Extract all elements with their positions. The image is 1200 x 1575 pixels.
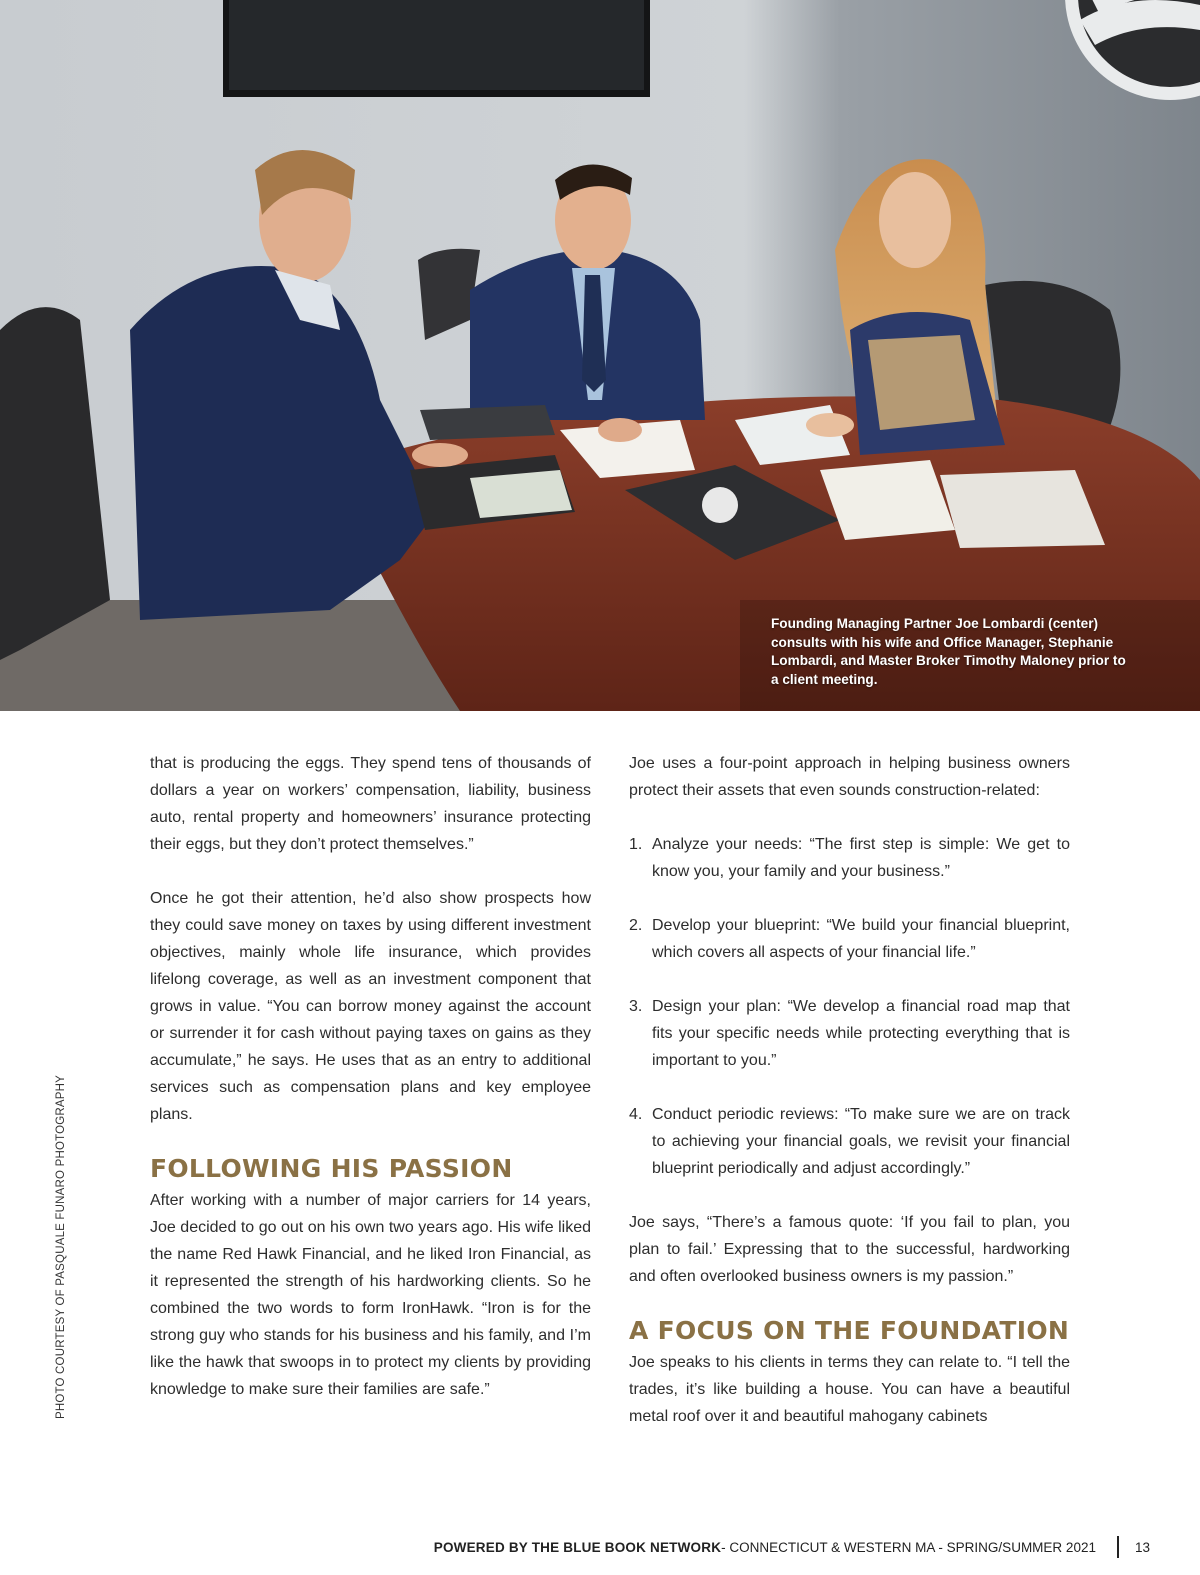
list-number: 2. [629, 917, 643, 934]
list-item [629, 1101, 1070, 1182]
hero-photo [0, 0, 1200, 711]
footer-edition: - CONNECTICUT & WESTERN MA - SPRING/SUMMER 2021 [721, 1539, 1096, 1555]
body-paragraph: Joe speaks to his clients in terms they can relate to. “I tell the trades, it’s like building a house. You can have a beautiful metal roof over it and beautiful mahogany cabinets [629, 1354, 1070, 1425]
right-column [629, 750, 1070, 1430]
body-paragraph: Once he got their attention, he’d also show prospects how they could save money on taxes by using different investment objectives, mainly whole life insurance, which provides lifelong coverage, as well as an investment component that grows in value. “You can borrow money against the account or surrender it for cash without paying taxes on gains as they accumulate,” he says. He uses that as an entry to additional services such as compensation plans and key employee plans. [150, 890, 591, 1123]
body-paragraph: After working with a number of major carriers for 14 years, Joe decided to go out on his own two years ago. His wife liked the name Red Hawk Financial, and he liked Iron Financial, as it represented the strength of his hardworking clients. So he combined the two words to form IronHawk. “Iron is for the strong guy who stands for his business and his family, and I’m like the hawk that swoops in to protect my clients by providing knowledge to make sure their families are safe.” [150, 1192, 591, 1398]
footer-divider [1117, 1536, 1119, 1558]
body-paragraph: Joe says, “There’s a famous quote: ‘If you fail to plan, you plan to fail.’ Expressing that to the successful, hardworking and often overlooked business owners is my passion.” [629, 1214, 1070, 1285]
body-paragraph: Joe uses a four-point approach in helping business owners protect their assets that even sounds construction-related: [629, 755, 1070, 799]
section-heading: FOLLOWING HIS PASSION [150, 1154, 513, 1183]
page-footer [434, 1537, 1150, 1557]
list-number: 3. [629, 998, 643, 1015]
footer-brand: POWERED BY THE BLUE BOOK NETWORK [433, 1539, 722, 1555]
list-number: 4. [629, 1106, 643, 1123]
list-text: Analyze your needs: “The first step is simple: We get to know you, your family and your business.” [652, 836, 1070, 880]
section-heading: A FOCUS ON THE FOUNDATION [629, 1316, 1070, 1345]
left-column [150, 750, 591, 1403]
photo-caption: Founding Managing Partner Joe Lombardi (center) consults with his wife and Office Manager, Stephanie Lombardi, and Master Broker Timothy Maloney prior to a client meeting. [771, 616, 1126, 687]
meeting-photo-illustration [0, 0, 1200, 711]
list-item [629, 831, 1070, 885]
page-number: 13 [1134, 1539, 1150, 1555]
list-text: Design your plan: “We develop a financial road map that fits your specific needs while protecting everything that is important to you.” [652, 998, 1070, 1069]
list-text: Develop your blueprint: “We build your financial blueprint, which covers all aspects of your financial life.” [652, 917, 1070, 961]
list-item [629, 993, 1070, 1074]
list-text: Conduct periodic reviews: “To make sure we are on track to achieving your financial goals, we revisit your financial blueprint periodically and adjust accordingly.” [652, 1106, 1070, 1177]
photo-credit: PHOTO COURTESY OF PASQUALE FUNARO PHOTOGRAPHY [55, 1074, 67, 1420]
list-number: 1. [629, 836, 643, 853]
list-item [629, 912, 1070, 966]
body-paragraph: that is producing the eggs. They spend tens of thousands of dollars a year on workers’ compensation, liability, business auto, rental property and homeowners’ insurance protecting their eggs, but they don’t protect themselves.” [150, 755, 591, 853]
